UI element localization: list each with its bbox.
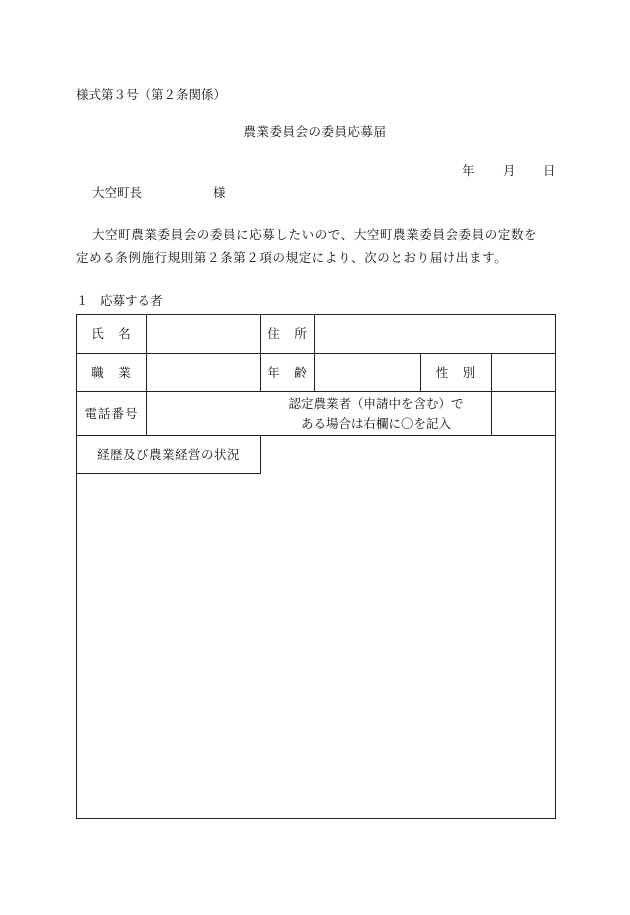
phone-label: 電話番号 [84,405,139,421]
age-label: 年 齢 [267,364,308,380]
section-heading [76,291,163,309]
certified-farmer-mark-field[interactable] [492,392,555,435]
table-rule [260,435,261,474]
career-label: 経歴及び農業経営の状況 [96,446,240,462]
address-field[interactable] [315,315,555,353]
gender-field[interactable] [492,354,555,391]
certified-farmer-note-line-1: 認定農業者（申請中を含む）で [288,395,464,411]
form-number: 様式第３号（第２条関係） [76,87,227,102]
addressee: 大空町長 [92,185,143,200]
occupation-field[interactable] [147,354,260,391]
age-field[interactable] [315,354,420,391]
addressee-honorific: 様 [213,185,226,200]
applicant-table [76,314,556,819]
document-title: 農業委員会の委員応募届 [243,124,387,139]
date-year-label: 年 [462,163,475,178]
certified-farmer-note [261,392,491,435]
occupation-label: 職 業 [91,364,132,380]
body-text-line-2: 定める条例施行規則第２条第２項の規定により、次のとおり届け出ます。 [76,250,508,265]
phone-field[interactable] [147,392,260,435]
address-label: 住 所 [267,326,308,341]
career-field[interactable] [77,474,555,818]
date-day-label: 日 [543,163,556,178]
section-number: １ [76,293,89,308]
name-label: 氏 名 [91,326,132,341]
gender-label: 性 別 [435,364,477,380]
certified-farmer-note-line-2: ある場合は右欄に〇を記入 [300,415,451,431]
name-field[interactable] [147,315,260,353]
body-text-line-1: 大空町農業委員会の委員に応募したいので、大空町農業委員会委員の定数を [92,227,538,242]
section-title: 応募する者 [100,293,163,308]
date-month-label: 月 [503,163,516,178]
